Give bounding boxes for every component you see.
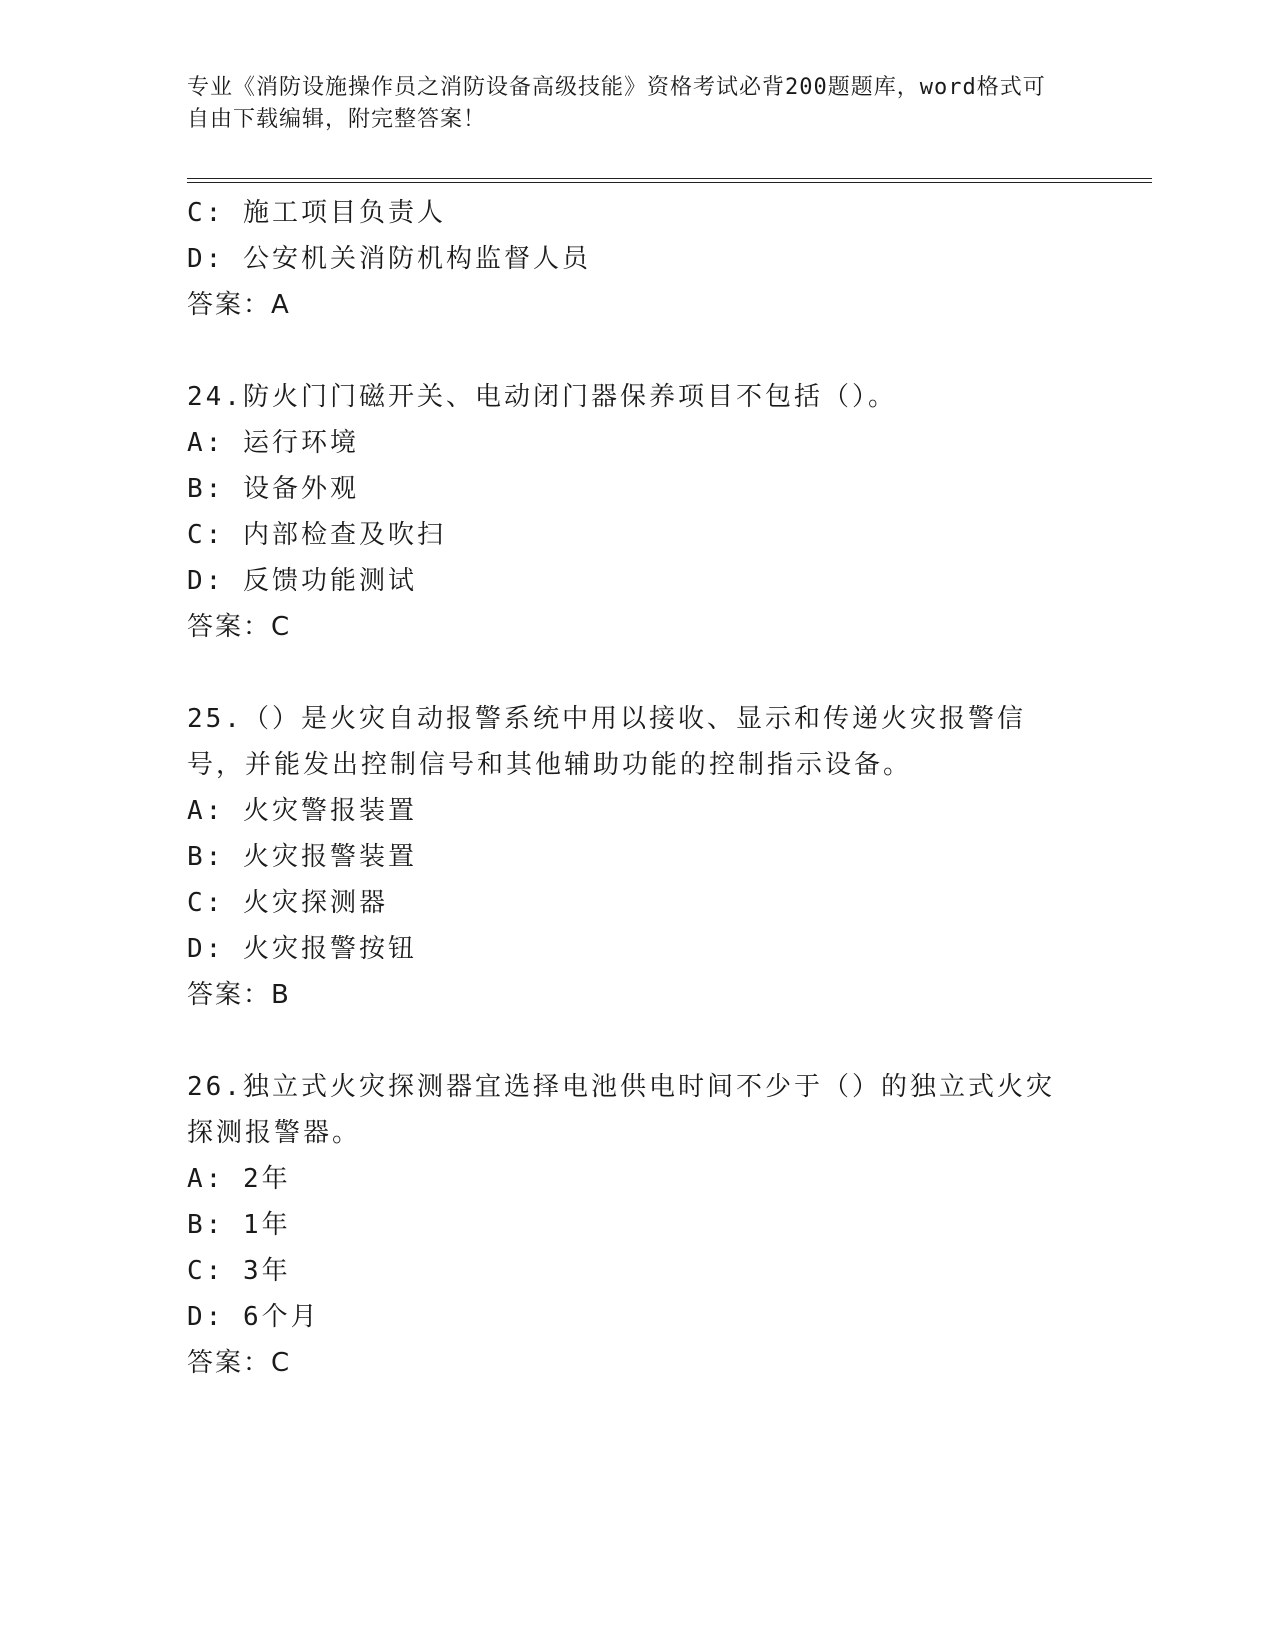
option-c: C: 3年 <box>187 1256 291 1286</box>
option-d: D: 反馈功能测试 <box>187 566 417 596</box>
option-c: C: 施工项目负责人 <box>187 198 446 228</box>
option-c: C: 火灾探测器 <box>187 888 388 918</box>
question-block <box>187 1064 1087 1386</box>
answer-line: 答案：C <box>187 1348 292 1378</box>
option-b: B: 火灾报警装置 <box>187 842 417 872</box>
option-a: A: 2年 <box>187 1164 291 1194</box>
question-stem: 25.（）是火灾自动报警系统中用以接收、显示和传递火灾报警信号，并能发出控制信号和其他辅助功能的控制指示设备。 <box>187 704 1026 780</box>
option-a: A: 运行环境 <box>187 428 359 458</box>
option-a: A: 火灾警报装置 <box>187 796 417 826</box>
prev-question-block <box>187 190 1087 328</box>
option-d: D: 公安机关消防机构监督人员 <box>187 244 591 274</box>
option-b: B: 设备外观 <box>187 474 359 504</box>
answer-line: 答案：C <box>187 612 292 642</box>
question-block <box>187 374 1087 650</box>
answer-line: 答案：A <box>187 290 291 320</box>
document-header: 专业《消防设施操作员之消防设备高级技能》资格考试必背200题题库，word格式可自由下载编辑，附完整答案！ <box>187 75 1046 132</box>
question-stem: 26.独立式火灾探测器宜选择电池供电时间不少于（）的独立式火灾探测报警器。 <box>187 1072 1055 1148</box>
question-block <box>187 696 1087 1018</box>
header-divider <box>187 178 1152 183</box>
question-list <box>187 190 1087 1386</box>
answer-line: 答案：B <box>187 980 291 1010</box>
option-c: C: 内部检查及吹扫 <box>187 520 446 550</box>
option-d: D: 火灾报警按钮 <box>187 934 417 964</box>
question-stem: 24.防火门门磁开关、电动闭门器保养项目不包括（）。 <box>187 382 897 412</box>
option-d: D: 6个月 <box>187 1302 320 1332</box>
option-b: B: 1年 <box>187 1210 291 1240</box>
